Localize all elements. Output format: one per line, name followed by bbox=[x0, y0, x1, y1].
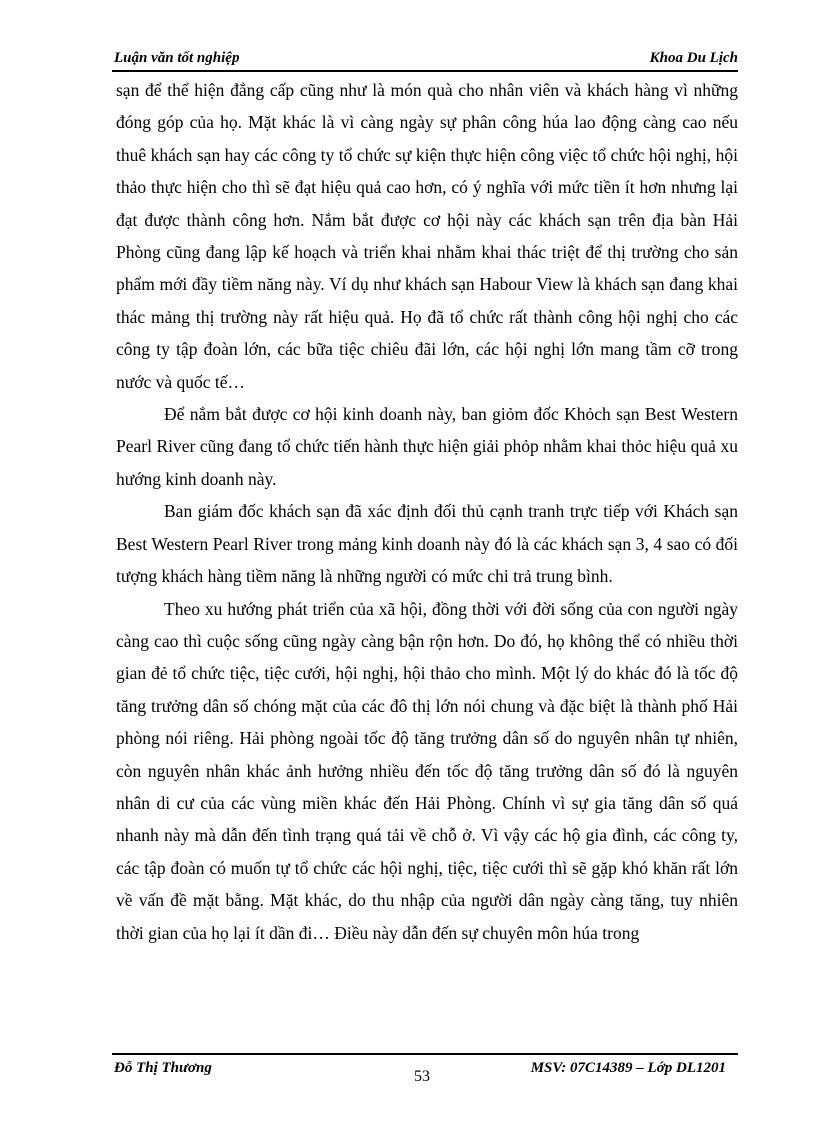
paragraph-competitors: Ban giám đốc khách sạn đã xác định đối thủ cạnh tranh trực tiếp với Khách sạn Best Western Pearl River trong mảng kinh doanh này đó là các khách sạn 3, 4 sao có đối tượng khách hàng tiềm năng là những người có mức chi trả trung bình. bbox=[116, 501, 738, 587]
page-body bbox=[116, 74, 738, 949]
page-footer bbox=[112, 1053, 738, 1089]
footer-author: Đỗ Thị Thương bbox=[114, 1060, 212, 1076]
paragraph-continued: sạn để thể hiện đẳng cấp cũng như là món quà cho nhân viên và khách hàng vì những đóng góp của họ. Mặt khác là vì càng ngày sự phân công húa lao động càng cao nếu thuê khách sạn hay các công ty tổ chức sự kiện thực hiện công việc tổ chức hội nghị, hội thảo thực hiện cho thì sẽ đạt hiệu quả cao hơn, có ý nghĩa với mức tiền ít hơn nhưng lại đạt được thành công hơn. Nắm bắt được cơ hội này các khách sạn trên địa bàn Hải Phòng cũng đang lập kế hoạch và triển khai nhằm khai thác triệt để thị trường cho sản phẩm mới đầy tiềm năng này. Ví dụ như khách sạn Habour View là khách sạn đang khai thác mảng thị trường này rất hiệu quả. Họ đã tổ chức rất thành công hội nghị cho các công ty tập đoàn lớn, các bữa tiệc chiêu đãi lớn, các hội nghị lớn mang tầm cỡ trong nước và quốc tế… bbox=[116, 80, 738, 392]
paragraph-trend: Theo xu hướng phát triển của xã hội, đồng thời với đời sống của con người ngày càng cao thì cuộc sống cũng ngày càng bận rộn hơn. Do đó, họ không thể có nhiều thời gian đẻ tổ chức tiệc, tiệc cưới, hội nghị, hội thảo cho mình. Một lý do khác đó là tốc độ tăng trưởng dân số chóng mặt của các đô thị lớn nói chung và đặc biệt là thành phố Hải phòng nói riêng. Hải phòng ngoài tốc độ tăng trưởng dân số do nguyên nhân tự nhiên, còn nguyên nhân khác ảnh hưởng nhiều đến tốc độ tăng trưởng dân số đó là nguyên nhân di cư của các vùng miền khác đến Hải Phòng. Chính vì sự gia tăng dân số quá nhanh này mà dẫn đến tình trạng quá tải về chỗ ở. Vì vậy các hộ gia đình, các công ty, các tập đoàn có muốn tự tổ chức các hội nghị, tiệc, tiệc cưới thì sẽ gặp khó khăn rất lớn về vấn đề mặt bằng. Mặt khác, do thu nhập của người dân ngày càng tăng, tuy nhiên thời gian của họ lại ít dần đi… Điều này dẫn đến sự chuyên môn húa trong bbox=[116, 598, 738, 943]
footer-student-id: MSV: 07C14389 – Lớp DL1201 bbox=[530, 1060, 726, 1076]
page-header bbox=[112, 48, 738, 72]
page-number: 53 bbox=[414, 1068, 430, 1085]
header-thesis-title: Luận văn tốt nghiệp bbox=[114, 50, 240, 66]
header-faculty: Khoa Du Lịch bbox=[649, 50, 738, 66]
paragraph-opportunity: Để nắm bắt được cơ hội kinh doanh này, ban giỏm đốc Khỏch sạn Best Western Pearl River cũng đang tổ chức tiến hành thực hiện giải phỏp nhằm khai thỏc hiệu quả xu hướng kinh doanh này. bbox=[116, 404, 738, 489]
